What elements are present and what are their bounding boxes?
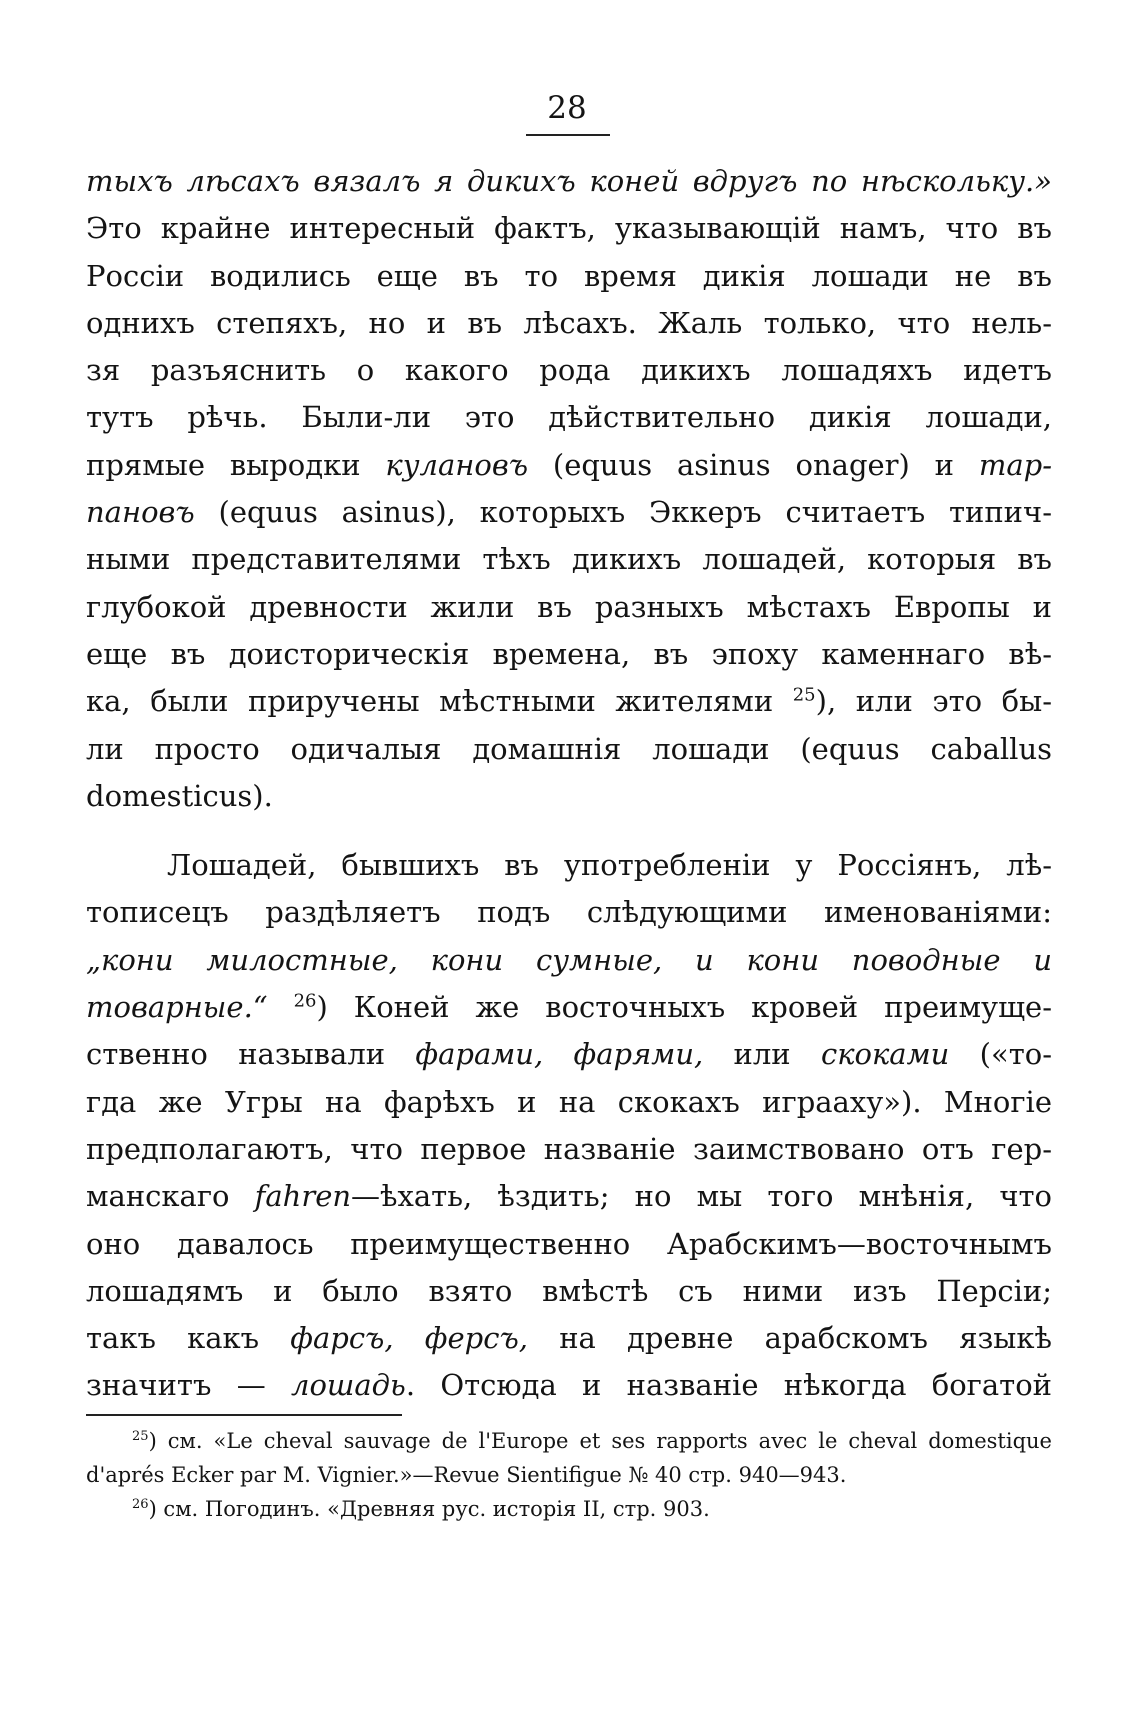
text-line: тутъ рѣчь. Были-ли это дѣйствительно дикія лошади, — [86, 400, 1052, 435]
text-line — [86, 1031, 1052, 1078]
footnote-text: ) см. Погодинъ. «Древняя рус. исторія II, стр. 903. — [148, 1497, 710, 1521]
text-run: ственно называли — [86, 1037, 416, 1072]
text-line: ли просто одичалыя домашнія лошади (equus caballus — [86, 731, 1052, 766]
text-run: (equus asinus onager) и — [528, 447, 979, 482]
text-line: domesticus). — [86, 778, 273, 813]
footnote-ref: 25 — [792, 684, 816, 706]
text-line: тописецъ раздѣляетъ подъ слѣдующими именованіями: — [86, 895, 1052, 930]
text-run: значитъ — — [86, 1368, 291, 1403]
footnote-separator — [86, 1414, 402, 1416]
paragraph-gap — [86, 820, 1052, 842]
text-line — [86, 158, 1052, 205]
text-run: ), или это бы- — [815, 684, 1052, 719]
footnotes — [86, 1424, 1052, 1526]
page-number: 28 — [547, 90, 587, 126]
footnote-number: 26 — [132, 1497, 149, 1512]
italic-text: тар- — [978, 447, 1052, 482]
text-line — [86, 1315, 1052, 1362]
text-line: ными представителями тѣхъ дикихъ лошадей, которыя въ — [86, 542, 1052, 577]
italic-text: тыхъ лѣсахъ вязалъ я дикихъ коней вдругъ по нѣскольку.» — [86, 164, 1052, 198]
italic-text: фарсъ, ферсъ, — [290, 1321, 529, 1356]
italic-text: лошадь — [290, 1368, 406, 1403]
text-run: такъ какъ — [86, 1321, 291, 1356]
text-line — [86, 1362, 1052, 1409]
italic-text: „кони милостные, кони сумные, и кони поводные и — [86, 942, 1052, 977]
text-line — [86, 1173, 1052, 1220]
text-line: гда же Угры на фарѣхъ и на скокахъ играаху»). Многіе — [86, 1084, 1052, 1119]
italic-text: фарами, фарями, — [415, 1037, 704, 1072]
text-run: . Отсюда и названіе нѣкогда богатой — [405, 1368, 1052, 1403]
text-run: манскаго — [86, 1179, 255, 1214]
text-line: однихъ степяхъ, но и въ лѣсахъ. Жаль только, что нель- — [86, 305, 1052, 340]
text-line — [86, 937, 1052, 984]
footnote-26 — [86, 1492, 1052, 1526]
italic-text: товарные.“ — [86, 990, 294, 1025]
text-line — [86, 984, 1052, 1031]
text-line: Это крайне интересный фактъ, указывающій намъ, что въ — [86, 211, 1052, 246]
footnote-text: ) см. «Le cheval sauvage de l'Europe et ses rapports avec le cheval domestique — [148, 1429, 1052, 1453]
italic-text: fahren — [254, 1179, 352, 1214]
italic-text: пановъ — [86, 495, 195, 530]
footnote-number: 25 — [132, 1429, 149, 1444]
text-run: ка, были приручены мѣстными жителями — [86, 684, 793, 719]
text-run: («то- — [949, 1037, 1052, 1072]
text-line: Россіи водились еще въ то время дикія лошади не въ — [86, 258, 1052, 293]
text-line: предполагаютъ, что первое названіе заимствовано отъ гер- — [86, 1131, 1052, 1166]
text-run: прямые выродки — [86, 447, 386, 482]
text-run: (equus asinus), которыхъ Эккеръ считаетъ типич- — [194, 495, 1052, 530]
italic-text: скоками — [820, 1037, 950, 1072]
text-run: или — [703, 1037, 821, 1072]
italic-text: кулановъ — [385, 447, 529, 482]
text-line: глубокой древности жили въ разныхъ мѣстахъ Европы и — [86, 589, 1052, 624]
footnote-25-continued: d'aprés Ecker par M. Vignier.»—Revue Sientifigue № 40 стр. 940—943. — [86, 1463, 847, 1487]
text-line: лошадямъ и было взято вмѣстѣ съ ними изъ Персіи; — [86, 1273, 1052, 1308]
footnote-ref: 26 — [293, 990, 317, 1012]
text-line: зя разъяснить о какого рода дикихъ лошадяхъ идетъ — [86, 353, 1052, 388]
footnote-25 — [86, 1424, 1052, 1458]
text-line — [86, 489, 1052, 536]
text-line — [86, 442, 1052, 489]
text-line — [86, 678, 1052, 725]
text-run: на древне арабскомъ языкѣ — [528, 1321, 1052, 1356]
page-number-underline — [526, 134, 610, 136]
text-run: —ѣхать, ѣздить; но мы того мнѣнія, что — [351, 1179, 1052, 1214]
text-run: ) Коней же восточныхъ кровей преимуще- — [316, 990, 1052, 1025]
text-line: Лошадей, бывшихъ въ употребленіи у Россіянъ, лѣ- — [167, 848, 1052, 883]
body-text — [86, 158, 1052, 1410]
text-line: еще въ доисторическія времена, въ эпоху каменнаго вѣ- — [86, 636, 1052, 671]
text-line: оно давалось преимущественно Арабскимъ—восточнымъ — [86, 1226, 1052, 1261]
